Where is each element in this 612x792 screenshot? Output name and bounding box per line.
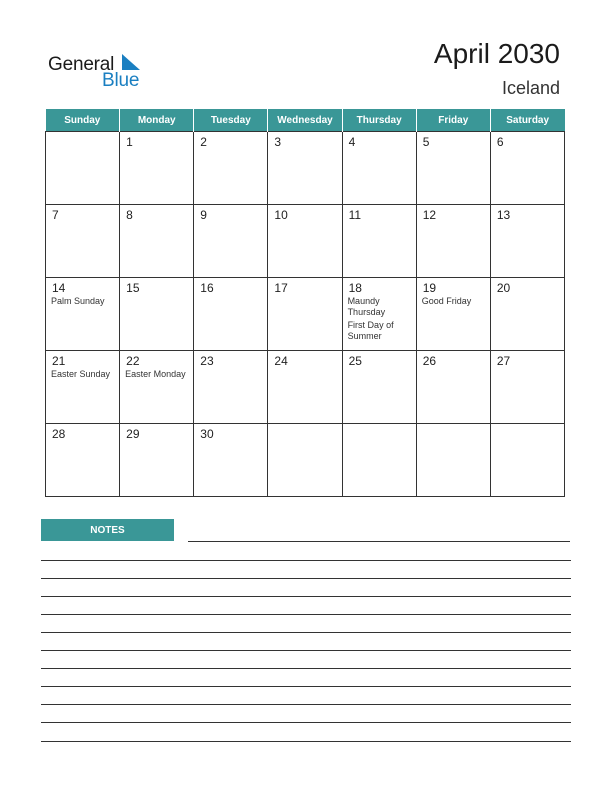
weekday-header: Tuesday — [194, 109, 268, 132]
week-row — [46, 205, 565, 278]
week-row — [46, 424, 565, 497]
holiday-label: Palm Sunday — [51, 296, 105, 306]
day-number: 28 — [52, 427, 66, 441]
weekday-header-row — [46, 109, 565, 132]
brand-blue: Blue — [102, 70, 140, 91]
day-number: 10 — [274, 208, 288, 222]
weekday-header: Saturday — [490, 109, 564, 132]
day-cell — [490, 424, 564, 497]
day-cell — [268, 205, 342, 278]
day-number: 20 — [496, 281, 511, 295]
week-row — [46, 132, 565, 205]
day-number: 25 — [348, 354, 362, 368]
day-number — [46, 132, 119, 136]
note-line — [41, 704, 571, 705]
calendar-grid — [45, 109, 565, 497]
holiday-label: First Day of Summer — [347, 320, 394, 341]
day-cell — [416, 351, 490, 424]
day-number — [417, 424, 490, 428]
day-number: 4 — [348, 135, 356, 149]
note-line — [41, 650, 571, 651]
day-cell — [342, 351, 416, 424]
note-line — [188, 541, 570, 542]
note-line — [41, 668, 571, 669]
day-number: 8 — [126, 208, 133, 222]
holiday-label: Good Friday — [421, 296, 472, 306]
note-line — [41, 722, 571, 723]
day-number — [268, 424, 341, 428]
day-cell — [342, 424, 416, 497]
day-number: 29 — [126, 427, 140, 441]
day-number: 12 — [422, 208, 437, 222]
weekday-header: Monday — [120, 109, 194, 132]
day-number: 18 — [348, 281, 362, 295]
day-number: 5 — [422, 135, 430, 149]
day-number: 14 — [52, 281, 66, 295]
note-line — [41, 741, 571, 742]
day-number: 9 — [200, 208, 207, 222]
day-number: 1 — [126, 135, 133, 149]
logo-triangle-icon — [122, 54, 140, 70]
day-cell — [416, 132, 490, 205]
day-number: 15 — [126, 281, 140, 295]
day-number: 16 — [200, 281, 214, 295]
weekday-header: Wednesday — [268, 109, 342, 132]
note-line — [41, 614, 571, 615]
day-cell — [490, 132, 564, 205]
country-label: Iceland — [501, 78, 560, 98]
day-number: 3 — [274, 135, 282, 149]
day-cell — [416, 424, 490, 497]
day-cell — [342, 205, 416, 278]
brand-logo — [48, 52, 148, 92]
day-number: 26 — [422, 354, 437, 368]
day-cell — [416, 205, 490, 278]
day-cell — [46, 278, 120, 351]
day-cell — [120, 132, 194, 205]
day-cell — [120, 205, 194, 278]
day-cell — [342, 132, 416, 205]
day-number: 13 — [496, 208, 511, 222]
day-number: 2 — [200, 135, 207, 149]
day-number: 27 — [496, 354, 511, 368]
day-cell — [120, 278, 194, 351]
week-row — [46, 278, 565, 351]
notes-header: NOTES — [41, 519, 174, 541]
day-cell — [46, 205, 120, 278]
day-cell — [268, 351, 342, 424]
day-cell — [194, 351, 268, 424]
day-number — [491, 424, 564, 428]
note-line — [41, 596, 571, 597]
day-number: 7 — [52, 208, 59, 222]
day-number: 11 — [348, 208, 362, 222]
day-number: 30 — [200, 427, 214, 441]
day-cell — [194, 424, 268, 497]
day-number: 19 — [422, 281, 437, 295]
day-number: 21 — [52, 354, 66, 368]
day-cell — [46, 132, 120, 205]
day-cell — [194, 205, 268, 278]
day-number — [343, 424, 416, 428]
day-number: 22 — [126, 354, 140, 368]
day-number: 17 — [274, 281, 288, 295]
weekday-header: Sunday — [46, 109, 120, 132]
note-line — [41, 632, 571, 633]
week-row — [46, 351, 565, 424]
day-cell — [490, 278, 564, 351]
note-line — [41, 578, 571, 579]
day-cell — [46, 351, 120, 424]
holiday-label: Easter Monday — [125, 369, 186, 379]
day-cell — [342, 278, 416, 351]
note-line — [41, 686, 571, 687]
day-cell — [120, 351, 194, 424]
day-cell — [194, 278, 268, 351]
day-number: 24 — [274, 354, 288, 368]
weekday-header: Thursday — [342, 109, 416, 132]
day-cell — [268, 424, 342, 497]
day-cell — [46, 424, 120, 497]
day-cell — [268, 132, 342, 205]
day-number: 23 — [200, 354, 214, 368]
day-cell — [120, 424, 194, 497]
day-cell — [268, 278, 342, 351]
note-line — [41, 560, 571, 561]
holiday-label: Easter Sunday — [51, 369, 111, 379]
holiday-label: Maundy Thursday — [347, 296, 386, 317]
brand-general: General — [48, 54, 115, 75]
page-title: April 2030 — [433, 38, 560, 69]
day-number: 6 — [496, 135, 504, 149]
day-cell — [416, 278, 490, 351]
day-cell — [194, 132, 268, 205]
day-cell — [490, 351, 564, 424]
weekday-header: Friday — [416, 109, 490, 132]
day-cell — [490, 205, 564, 278]
